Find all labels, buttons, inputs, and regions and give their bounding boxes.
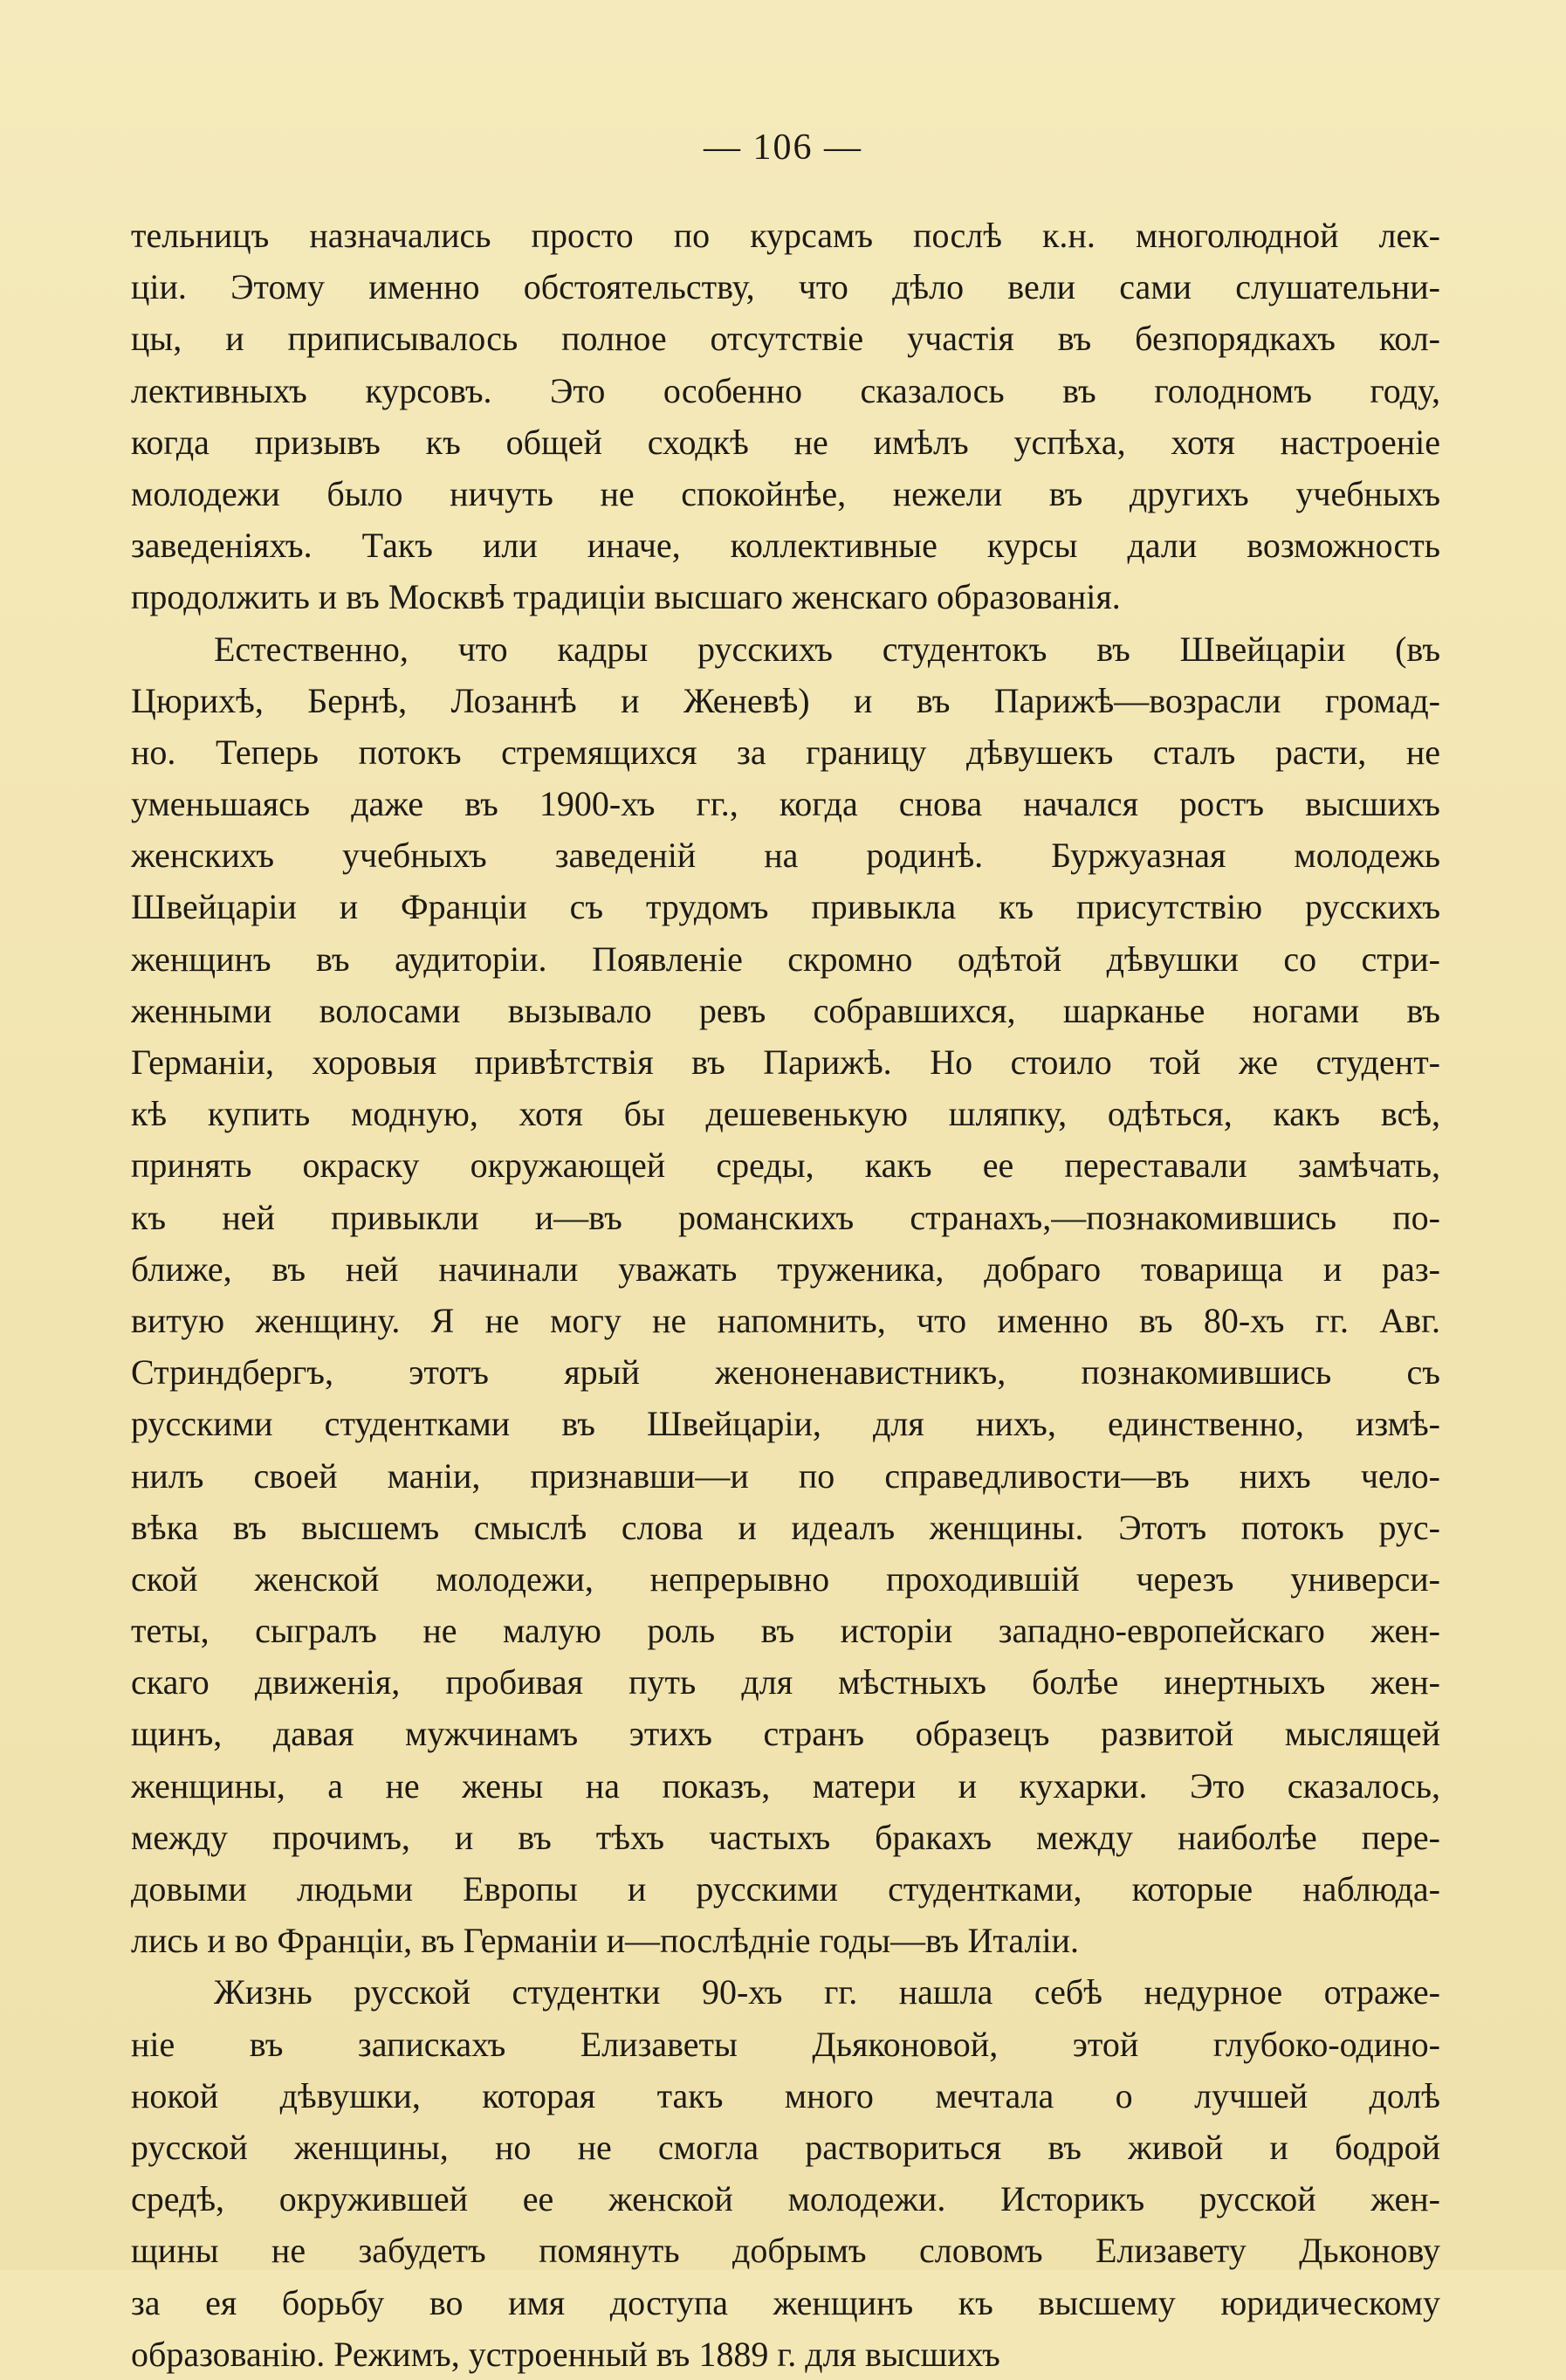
paragraph bbox=[131, 623, 1440, 1967]
text-line: ской женской молодежи, непрерывно проходившій черезъ универси- bbox=[131, 1558, 1440, 1599]
text-line: Цюрихѣ, Бернѣ, Лозаннѣ и Женевѣ) и въ Парижѣ—возрасли громад- bbox=[131, 680, 1440, 720]
paragraph bbox=[131, 210, 1440, 623]
text-line: когда призывъ къ общей сходкѣ не имѣлъ успѣха, хотя настроеніе bbox=[131, 422, 1440, 462]
text-line: кѣ купить модную, хотя бы дешевенькую шляпку, одѣться, какъ всѣ, bbox=[131, 1094, 1440, 1134]
text-line: продолжить и въ Москвѣ традиціи высшаго женскаго образованія. bbox=[131, 577, 1121, 617]
text-line: теты, сыгралъ не малую роль въ исторіи западно-европейскаго жен- bbox=[131, 1611, 1440, 1651]
text-line: Германіи, хоровыя привѣтствія въ Парижѣ. Но стоило той же студент- bbox=[131, 1042, 1440, 1082]
text-line: уменьшаясь даже въ 1900-хъ гг., когда снова начался ростъ высшихъ bbox=[131, 784, 1440, 824]
text-line: ближе, въ ней начинали уважать труженика, добраго товарища и раз- bbox=[131, 1248, 1440, 1289]
text-line: щины не забудетъ помянуть добрымъ словомъ Елизавету Дьконову bbox=[131, 2231, 1440, 2271]
text-line: лективныхъ курсовъ. Это особенно сказалось въ голодномъ году, bbox=[131, 370, 1440, 410]
text-line: нокой дѣвушки, которая такъ много мечтала о лучшей долѣ bbox=[131, 2075, 1440, 2115]
text-line: нилъ своей маніи, признавши—и по справедливости—въ нихъ чело- bbox=[131, 1455, 1440, 1496]
text-line: тельницъ назначались просто по курсамъ послѣ к.н. многолюдной лек- bbox=[131, 216, 1440, 255]
text-line: цы, и приписывалось полное отсутствіе участія въ безпорядкахъ кол- bbox=[131, 319, 1440, 359]
text-line: между прочимъ, и въ тѣхъ частыхъ бракахъ между наиболѣе пере- bbox=[131, 1817, 1440, 1857]
paragraph bbox=[131, 1966, 1440, 2380]
text-line: молодежи было ничуть не спокойнѣе, нежели въ другихъ учебныхъ bbox=[131, 473, 1440, 513]
text-line: но. Теперь потокъ стремящихся за границу дѣвушекъ сталъ расти, не bbox=[131, 732, 1440, 772]
text-line: витую женщину. Я не могу не напомнить, что именно въ 80-хъ гг. Авг. bbox=[131, 1300, 1440, 1340]
text-line: русскими студентками въ Швейцаріи, для нихъ, единственно, измѣ- bbox=[131, 1404, 1440, 1444]
text-line: Жизнь русской студентки 90-хъ гг. нашла себѣ недурное отраже- bbox=[214, 1972, 1440, 2012]
text-line: женскихъ учебныхъ заведеній на родинѣ. Буржуазная молодежь bbox=[131, 836, 1440, 876]
text-line: заведеніяхъ. Такъ или иначе, коллективные курсы дали возможность bbox=[131, 526, 1440, 566]
text-line: образованію. Режимъ, устроенный въ 1889 г. для высшихъ bbox=[131, 2334, 1000, 2374]
text-line: за ея борьбу во имя доступа женщинъ къ высшему юридическому bbox=[131, 2282, 1440, 2322]
page-number: — 106 — bbox=[704, 127, 862, 168]
text-line: средѣ, окружившей ее женской молодежи. Историкъ русской жен- bbox=[131, 2179, 1440, 2219]
text-line: ціи. Этому именно обстоятельству, что дѣло вели сами слушательни- bbox=[131, 267, 1440, 307]
text-line: довыми людьми Европы и русскими студентками, которые наблюда- bbox=[131, 1869, 1440, 1909]
text-line: женщины, а не жены на показъ, матери и кухарки. Это сказалось, bbox=[131, 1765, 1440, 1806]
text-line: Естественно, что кадры русскихъ студентокъ въ Швейцаріи (въ bbox=[214, 629, 1440, 669]
text-line: лись и во Франціи, въ Германіи и—послѣдніе годы—въ Италіи. bbox=[131, 1921, 1079, 1961]
text-line: щинъ, давая мужчинамъ этихъ странъ образецъ развитой мыслящей bbox=[131, 1714, 1440, 1754]
text-line: принять окраску окружающей среды, какъ ее переставали замѣчать, bbox=[131, 1145, 1440, 1186]
text-line: женными волосами вызывало ревъ собравшихся, шарканье ногами въ bbox=[131, 990, 1440, 1030]
text-line: ніе въ запискахъ Елизаветы Дьяконовой, этой глубоко-одино- bbox=[131, 2024, 1440, 2064]
text-line: вѣка въ высшемъ смыслѣ слова и идеалъ женщины. Этотъ потокъ рус- bbox=[131, 1507, 1440, 1547]
text-line: скаго движенія, пробивая путь для мѣстныхъ болѣе инертныхъ жен- bbox=[131, 1662, 1440, 1702]
text-line: женщинъ въ аудиторіи. Появленіе скромно одѣтой дѣвушки со стри- bbox=[131, 939, 1440, 979]
text-line: къ ней привыкли и—въ романскихъ странахъ,—познакомившись по- bbox=[131, 1197, 1440, 1237]
text-line: русской женщины, но не смогла раствориться въ живой и бодрой bbox=[131, 2127, 1440, 2167]
text-line: Швейцаріи и Франціи съ трудомъ привыкла къ присутствію русскихъ bbox=[131, 887, 1440, 927]
text-line: Стриндбергъ, этотъ ярый женоненавистникъ, познакомившись съ bbox=[131, 1352, 1440, 1393]
text-body bbox=[131, 210, 1440, 2380]
